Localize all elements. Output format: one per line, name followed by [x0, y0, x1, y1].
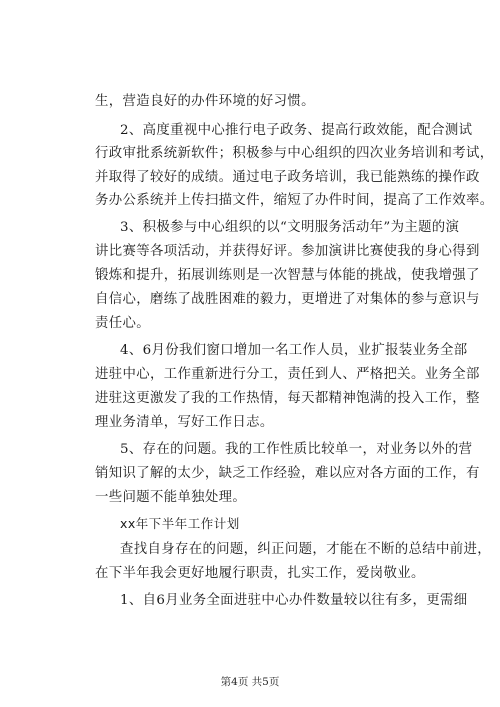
- paragraph-line: 3、积极参与中心组织的以“文明服务活动年”为主题的演: [120, 220, 460, 235]
- paragraph-line: 1、自6月业务全面进驻中心办件数量较以往有多，更需细: [120, 593, 468, 608]
- paragraph-line: 查找自身存在的问题，纠正问题，才能在不断的总结中前进，: [120, 542, 491, 557]
- paragraph-line: 理业务清单，写好工作日志。: [95, 415, 274, 430]
- paragraph-line: 行政审批系统新软件；积极参与中心组织的四次业务培训和考试，: [95, 146, 494, 161]
- paragraph-line: 讲比赛等各项活动，并获得好评。参加演讲比赛使我的身心得到: [95, 244, 480, 259]
- paragraph-line: 2、高度重视中心推行电子政务、提高行政效能，配合测试: [120, 123, 473, 138]
- paragraph-line: 4、6月份我们窗口增加一名工作人员，业扩报装业务全部: [120, 343, 468, 358]
- paragraph-line: 自信心，磨练了战胜困难的毅力，更增进了对集体的参与意识与: [95, 292, 480, 307]
- paragraph-line: 责任心。: [95, 316, 150, 331]
- paragraph-line: 在下半年我会更好地履行职责，扎实工作，爱岗敬业。: [95, 566, 425, 581]
- paragraph-line: 进驻这更激发了我的工作热情，每天都精神饱满的投入工作，整: [95, 391, 480, 406]
- section-heading: xx年下半年工作计划: [120, 516, 240, 531]
- paragraph-line: 生，营造良好的办件环境的好习惯。: [95, 94, 315, 109]
- paragraph-line: 一些问题不能单独处理。: [95, 490, 247, 505]
- paragraph-line: 锻炼和提升，拓展训练则是一次智慧与体能的挑战，使我增强了: [95, 268, 480, 283]
- paragraph-line: 务办公系统并上传扫描文件，缩短了办件时间，提高了工作效率。: [95, 193, 494, 208]
- paragraph-line: 并取得了较好的成绩。通过电子政务培训，我已能熟练的操作政: [95, 170, 480, 185]
- page-number-footer: 第4页 共5页: [220, 676, 280, 688]
- paragraph-line: 5、存在的问题。我的工作性质比较单一，对业务以外的营: [120, 442, 473, 457]
- paragraph-line: 销知识了解的太少，缺乏工作经验，难以应对各方面的工作，有: [95, 466, 480, 481]
- paragraph-line: 进驻中心，工作重新进行分工，责任到人、严格把关。业务全部: [95, 367, 480, 382]
